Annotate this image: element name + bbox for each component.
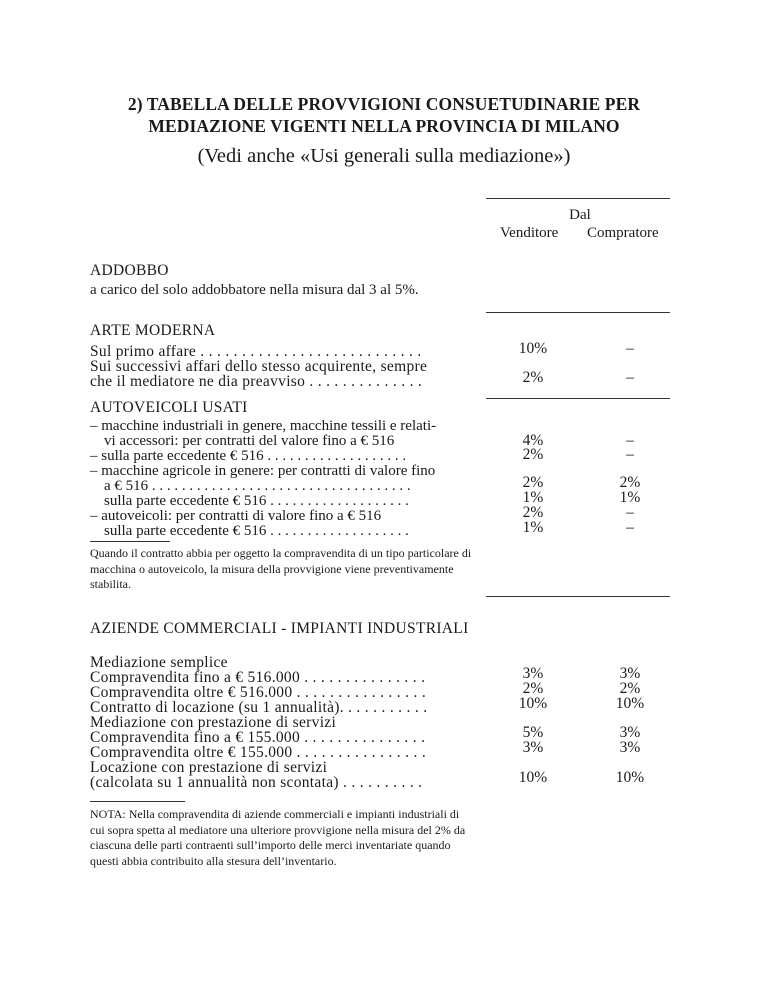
auto-value-venditore: 2% bbox=[522, 446, 544, 463]
aziende-value-venditore: 5% bbox=[522, 724, 544, 741]
aziende-value-venditore: 10% bbox=[518, 695, 548, 712]
page-title-line-2: MEDIAZIONE VIGENTI NELLA PROVINCIA DI MILANO bbox=[148, 116, 620, 136]
aziende-value-venditore: 2% bbox=[522, 680, 544, 697]
aziende-value-venditore: 10% bbox=[518, 769, 548, 786]
auto-line: vi accessori: per contratti del valore fino a € 516 bbox=[104, 433, 395, 449]
auto-value-compratore: – bbox=[626, 432, 634, 449]
auto-line: – macchine industriali in genere, macchine tessili e relati- bbox=[90, 418, 437, 434]
table-top-rule bbox=[486, 198, 670, 199]
section-rule-arte bbox=[486, 312, 670, 313]
aziende-line: Compravendita fino a € 155.000 . . . . . . . . . . . . . . . bbox=[90, 729, 426, 746]
aziende-line: Locazione con prestazione di servizi bbox=[90, 759, 328, 776]
aziende-line: (calcolata su 1 annualità non scontata) . . . . . . . . . . bbox=[90, 774, 423, 791]
auto-value-compratore: – bbox=[626, 446, 634, 463]
aziende-value-compratore: 3% bbox=[619, 724, 641, 741]
aziende-value-venditore: 3% bbox=[522, 739, 544, 756]
auto-value-compratore: 2% bbox=[619, 474, 641, 491]
auto-value-compratore: 1% bbox=[619, 489, 641, 506]
aziende-value-compratore: 3% bbox=[619, 739, 641, 756]
column-group-header: Dal bbox=[569, 207, 591, 223]
aziende-value-compratore: 3% bbox=[619, 665, 641, 682]
section-rule-aziende bbox=[486, 596, 670, 597]
auto-line: a € 516 . . . . . . . . . . . . . . . . . . . . . . . . . . . . . . . . . . . bbox=[104, 478, 411, 494]
aziende-value-compratore: 10% bbox=[615, 769, 645, 786]
footnote-divider bbox=[90, 541, 170, 542]
section-heading-aziende: AZIENDE COMMERCIALI - IMPIANTI INDUSTRIALI bbox=[90, 620, 469, 637]
auto-value-venditore: 2% bbox=[522, 504, 544, 521]
column-header-compratore: Compratore bbox=[587, 225, 659, 241]
aziende-line: Mediazione semplice bbox=[90, 654, 228, 671]
aziende-line: Mediazione con prestazione di servizi bbox=[90, 714, 337, 731]
section-rule-auto bbox=[486, 398, 670, 399]
column-header-venditore: Venditore bbox=[500, 225, 559, 241]
section-heading-arte: ARTE MODERNA bbox=[90, 322, 216, 339]
page-title-line-1: 2) TABELLA DELLE PROVVIGIONI CONSUETUDINARIE PER bbox=[127, 94, 641, 114]
section-heading-addobbo: ADDOBBO bbox=[90, 262, 169, 279]
auto-line: – macchine agricole in genere: per contratti di valore fino bbox=[90, 463, 436, 479]
auto-value-compratore: – bbox=[626, 519, 634, 536]
auto-value-venditore: 1% bbox=[522, 489, 544, 506]
aziende-line: Compravendita oltre € 155.000 . . . . . . . . . . . . . . . . bbox=[90, 744, 427, 761]
aziende-value-venditore: 3% bbox=[522, 665, 544, 682]
arte-value-compratore: – bbox=[626, 340, 634, 357]
auto-line: sulla parte eccedente € 516 . . . . . . . . . . . . . . . . . . . bbox=[104, 523, 409, 539]
auto-value-venditore: 1% bbox=[522, 519, 544, 536]
page-subtitle: (Vedi anche «Usi generali sulla mediazione») bbox=[197, 145, 571, 167]
addobbo-text: a carico del solo addobbatore nella misura dal 3 al 5%. bbox=[90, 282, 419, 298]
auto-value-venditore: 2% bbox=[522, 474, 544, 491]
auto-line: – sulla parte eccedente € 516 . . . . . . . . . . . . . . . . . . . bbox=[90, 448, 407, 464]
aziende-value-compratore: 2% bbox=[619, 680, 641, 697]
aziende-value-compratore: 10% bbox=[615, 695, 645, 712]
aziende-note: NOTA: Nella compravendita di aziende commerciali e impianti industriali di cui sopra spetta al mediatore una ulteriore provvigione nella misura del 2% da ciascuna delle parti contraenti sull’importo delle merci inventariate quando questi abbia contribuito alla stesura dell’inventario. bbox=[90, 807, 466, 868]
auto-note: Quando il contratto abbia per oggetto la compravendita di un tipo particolare di macchina o autoveicolo, la misura della provvigione viene preventivamente stabilita. bbox=[90, 546, 472, 591]
arte-row-label: Sul primo affare . . . . . . . . . . . . . . . . . . . . . . . . . . . bbox=[90, 343, 422, 360]
arte-value-compratore: – bbox=[626, 369, 634, 386]
aziende-line: Contratto di locazione (su 1 annualità). . . . . . . . . . . bbox=[90, 699, 428, 716]
arte-row-label: Sui successivi affari dello stesso acquirente, sempre bbox=[90, 358, 428, 375]
footnote-divider bbox=[90, 801, 185, 802]
arte-value-venditore: 2% bbox=[522, 369, 544, 386]
aziende-line: Compravendita oltre € 516.000 . . . . . . . . . . . . . . . . bbox=[90, 684, 427, 701]
section-heading-auto: AUTOVEICOLI USATI bbox=[90, 399, 248, 416]
auto-value-venditore: 4% bbox=[522, 432, 544, 449]
auto-value-compratore: – bbox=[626, 504, 634, 521]
arte-row-label: che il mediatore ne dia preavviso . . . . . . . . . . . . . . bbox=[90, 373, 423, 390]
auto-line: – autoveicoli: per contratti di valore fino a € 516 bbox=[90, 508, 382, 524]
aziende-line: Compravendita fino a € 516.000 . . . . . . . . . . . . . . . bbox=[90, 669, 426, 686]
arte-value-venditore: 10% bbox=[518, 340, 548, 357]
auto-line: sulla parte eccedente € 516 . . . . . . . . . . . . . . . . . . . bbox=[104, 493, 409, 509]
